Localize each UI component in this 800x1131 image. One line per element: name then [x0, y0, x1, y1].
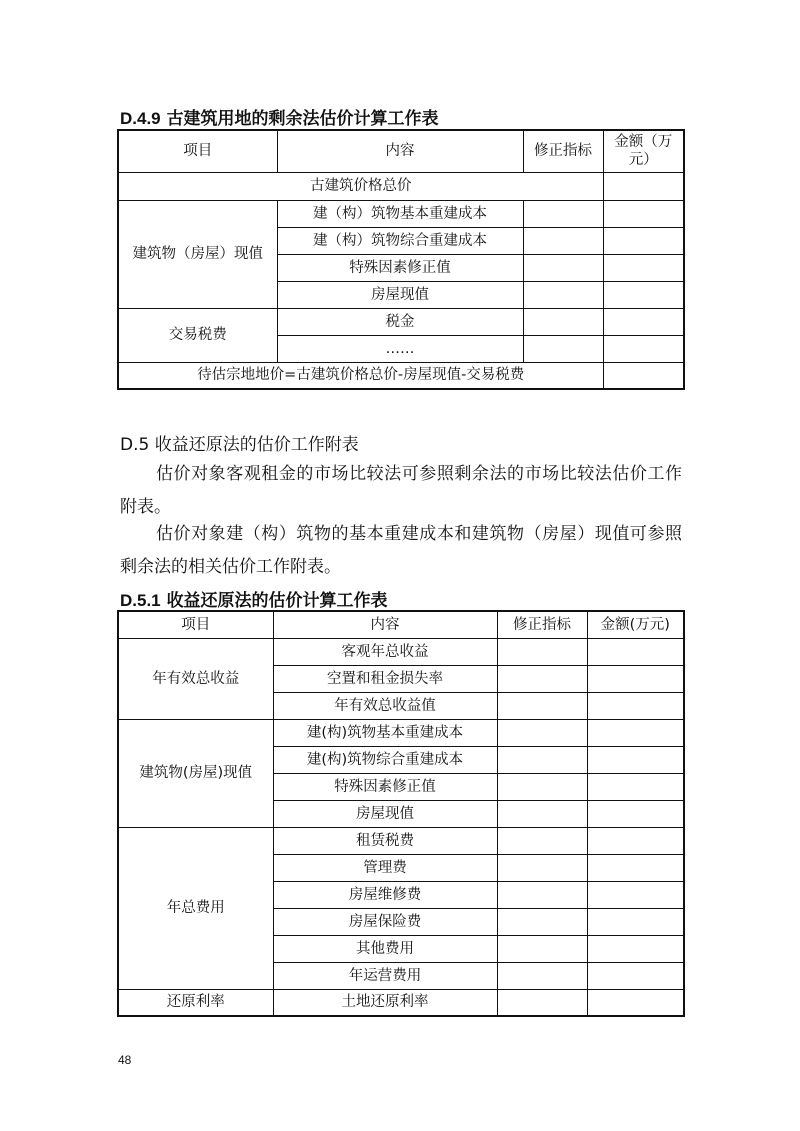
- table1-cell: [603, 335, 684, 362]
- table1-tax-group: 交易税费: [118, 308, 277, 362]
- table2-expense-row: 房屋维修费: [273, 881, 497, 908]
- table2-cell: [587, 827, 684, 854]
- section-d5-para2: 估价对象建（构）筑物的基本重建成本和建筑物（房屋）现值可参照剩余法的相关估价工作附表。: [120, 524, 682, 577]
- table1-cell: [523, 308, 603, 335]
- table2-rate-group: 还原利率: [118, 989, 273, 1016]
- section-d5-para1: 估价对象客观租金的市场比较法可参照剩余法的市场比较法估价工作附表。: [120, 464, 682, 517]
- table1-cell: [523, 254, 603, 281]
- table1-cell: [523, 335, 603, 362]
- table1-building-group: 建筑物（房屋）现值: [118, 200, 277, 308]
- table1-header-item: 项目: [118, 130, 277, 172]
- table-row: [118, 172, 684, 200]
- table2-cell: [497, 665, 587, 692]
- table-row: [118, 827, 684, 854]
- table2-expense-row: 租赁税费: [273, 827, 497, 854]
- table-row: [118, 638, 684, 665]
- table1-cell: [603, 308, 684, 335]
- section-d5-title: D.5 收益还原法的估价工作附表: [120, 435, 359, 455]
- table2-title-num: D.5.1: [120, 591, 161, 610]
- table2-cell: [497, 935, 587, 962]
- table2-cell: [497, 719, 587, 746]
- table2-cell: [587, 692, 684, 719]
- table2-cell: [497, 773, 587, 800]
- table-row: [118, 200, 684, 227]
- table2-cell: [587, 773, 684, 800]
- table2-building-row: 特殊因素修正值: [273, 773, 497, 800]
- table2-cell: [587, 935, 684, 962]
- table2-title: [120, 586, 388, 611]
- table1-cell: [523, 281, 603, 308]
- table2-cell: [587, 881, 684, 908]
- table2-cell: [587, 638, 684, 665]
- table2-title-text: 收益还原法的估价计算工作表: [166, 591, 388, 611]
- table2-income-row: 空置和租金损失率: [273, 665, 497, 692]
- table2-header-content: 内容: [273, 611, 497, 638]
- table2-building-row: 建(构)筑物基本重建成本: [273, 719, 497, 746]
- page-number: 48: [118, 1053, 132, 1067]
- table2-expense-row: 管理费: [273, 854, 497, 881]
- table2-header-item: 项目: [118, 611, 273, 638]
- table2-cell: [587, 746, 684, 773]
- table1-formula: 待估宗地地价=古建筑价格总价-房屋现值-交易税费: [118, 362, 603, 389]
- table2-income-row: 客观年总收益: [273, 638, 497, 665]
- table-row: [118, 989, 684, 1016]
- table1-cell: [603, 362, 684, 389]
- table2-expense-group: 年总费用: [118, 827, 273, 989]
- table2-cell: [497, 962, 587, 989]
- table1-cell: [603, 254, 684, 281]
- table1-cell: [523, 200, 603, 227]
- table2-cell: [587, 800, 684, 827]
- table-row: [118, 362, 684, 389]
- table2-cell: [497, 800, 587, 827]
- table2-building-row: 房屋现值: [273, 800, 497, 827]
- table2-rate-row: 土地还原利率: [273, 989, 497, 1016]
- table1-cell: [603, 200, 684, 227]
- table-row: [118, 308, 684, 335]
- table2-expense-row: 房屋保险费: [273, 908, 497, 935]
- table1-header-row: [118, 130, 684, 172]
- table1-header-correction: 修正指标: [523, 130, 603, 172]
- table1-header-content: 内容: [277, 130, 523, 172]
- table2-cell: [497, 827, 587, 854]
- table2: [117, 610, 685, 1017]
- table2-cell: [497, 989, 587, 1016]
- table1-cell: [603, 227, 684, 254]
- table1-cell: [603, 281, 684, 308]
- table2-cell: [497, 908, 587, 935]
- table2-cell: [587, 719, 684, 746]
- table1-cell: [523, 227, 603, 254]
- table2-header-row: [118, 611, 684, 638]
- table1-building-row: 建（构）筑物基本重建成本: [277, 200, 523, 227]
- table2-cell: [587, 854, 684, 881]
- table1-building-row: 特殊因素修正值: [277, 254, 523, 281]
- table1-building-row: 房屋现值: [277, 281, 523, 308]
- table2-cell: [587, 962, 684, 989]
- table1-header-amount: 金额（万元）: [603, 130, 684, 172]
- table1-title-num: D.4.9: [120, 109, 161, 128]
- table2-cell: [587, 908, 684, 935]
- table2-cell: [587, 665, 684, 692]
- table1-building-row: 建（构）筑物综合重建成本: [277, 227, 523, 254]
- table1-cell: [603, 172, 684, 200]
- table2-header-amount: 金额(万元): [587, 611, 684, 638]
- table2-building-row: 建(构)筑物综合重建成本: [273, 746, 497, 773]
- table2-cell: [497, 638, 587, 665]
- table1-tax-row: 税金: [277, 308, 523, 335]
- table2-cell: [497, 854, 587, 881]
- table-row: [118, 719, 684, 746]
- table2-cell: [497, 746, 587, 773]
- table2-cell: [587, 989, 684, 1016]
- table2-building-group: 建筑物(房屋)现值: [118, 719, 273, 827]
- table1-title: [120, 104, 439, 129]
- table2-cell: [497, 881, 587, 908]
- table2-expense-row: 年运营费用: [273, 962, 497, 989]
- table2-income-row: 年有效总收益值: [273, 692, 497, 719]
- table2-expense-row: 其他费用: [273, 935, 497, 962]
- table2-cell: [497, 692, 587, 719]
- table2-header-correction: 修正指标: [497, 611, 587, 638]
- table1: [117, 129, 685, 390]
- table1-title-text: 古建筑用地的剩余法估价计算工作表: [166, 109, 439, 129]
- table1-total-price: 古建筑价格总价: [118, 172, 603, 200]
- table2-income-group: 年有效总收益: [118, 638, 273, 719]
- table1-tax-row: ……: [277, 335, 523, 362]
